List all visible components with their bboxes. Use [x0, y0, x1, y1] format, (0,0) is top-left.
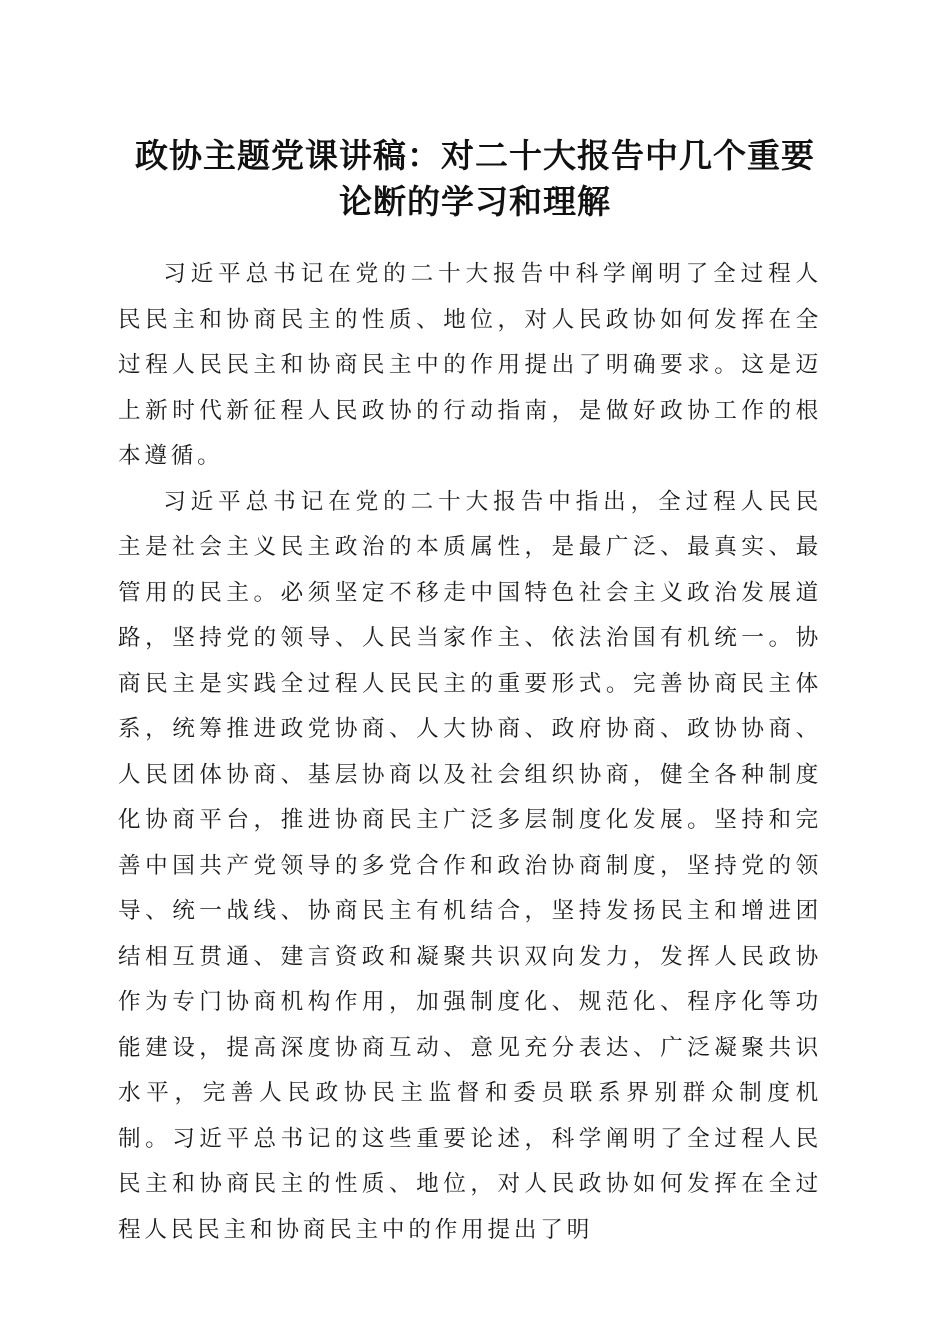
title-line-1: 政协主题党课讲稿：对二十大报告中几个重要 [135, 136, 815, 175]
paragraph-intro: 习近平总书记在党的二十大报告中科学阐明了全过程人民民主和协商民主的性质、地位，对人民政协如何发挥在全过程人民民主和协商民主中的作用提出了明确要求。这是迈上新时代新征程人民政协的行动指南，是做好政协工作的根本遵循。 [118, 261, 822, 469]
title-line-2: 论断的学习和理解 [339, 182, 611, 221]
document-title [110, 133, 840, 225]
paragraph-main: 习近平总书记在党的二十大报告中指出，全过程人民民主是社会主义民主政治的本质属性，是最广泛、最真实、最管用的民主。必须坚定不移走中国特色社会主义政治发展道路，坚持党的领导、人民当家作主、依法治国有机统一。协商民主是实践全过程人民民主的重要形式。完善协商民主体系，统筹推进政党协商、人大协商、政府协商、政协协商、人民团体协商、基层协商以及社会组织协商，健全各种制度化协商平台，推进协商民主广泛多层制度化发展。坚持和完善中国共产党领导的多党合作和政治协商制度，坚持党的领导、统一战线、协商民主有机结合，坚持发扬民主和增进团结相互贯通、建言资政和凝聚共识双向发力，发挥人民政协作为专门协商机构作用，加强制度化、规范化、程序化等功能建设，提高深度协商互动、意见充分表达、广泛凝聚共识水平，完善人民政协民主监督和委员联系界别群众制度机制。习近平总书记的这些重要论述，科学阐明了全过程人民民主和协商民主的性质、地位，对人民政协如何发挥在全过程人民民主和协商民主中的作用提出了明 [118, 488, 822, 1243]
document-body [118, 252, 822, 1253]
